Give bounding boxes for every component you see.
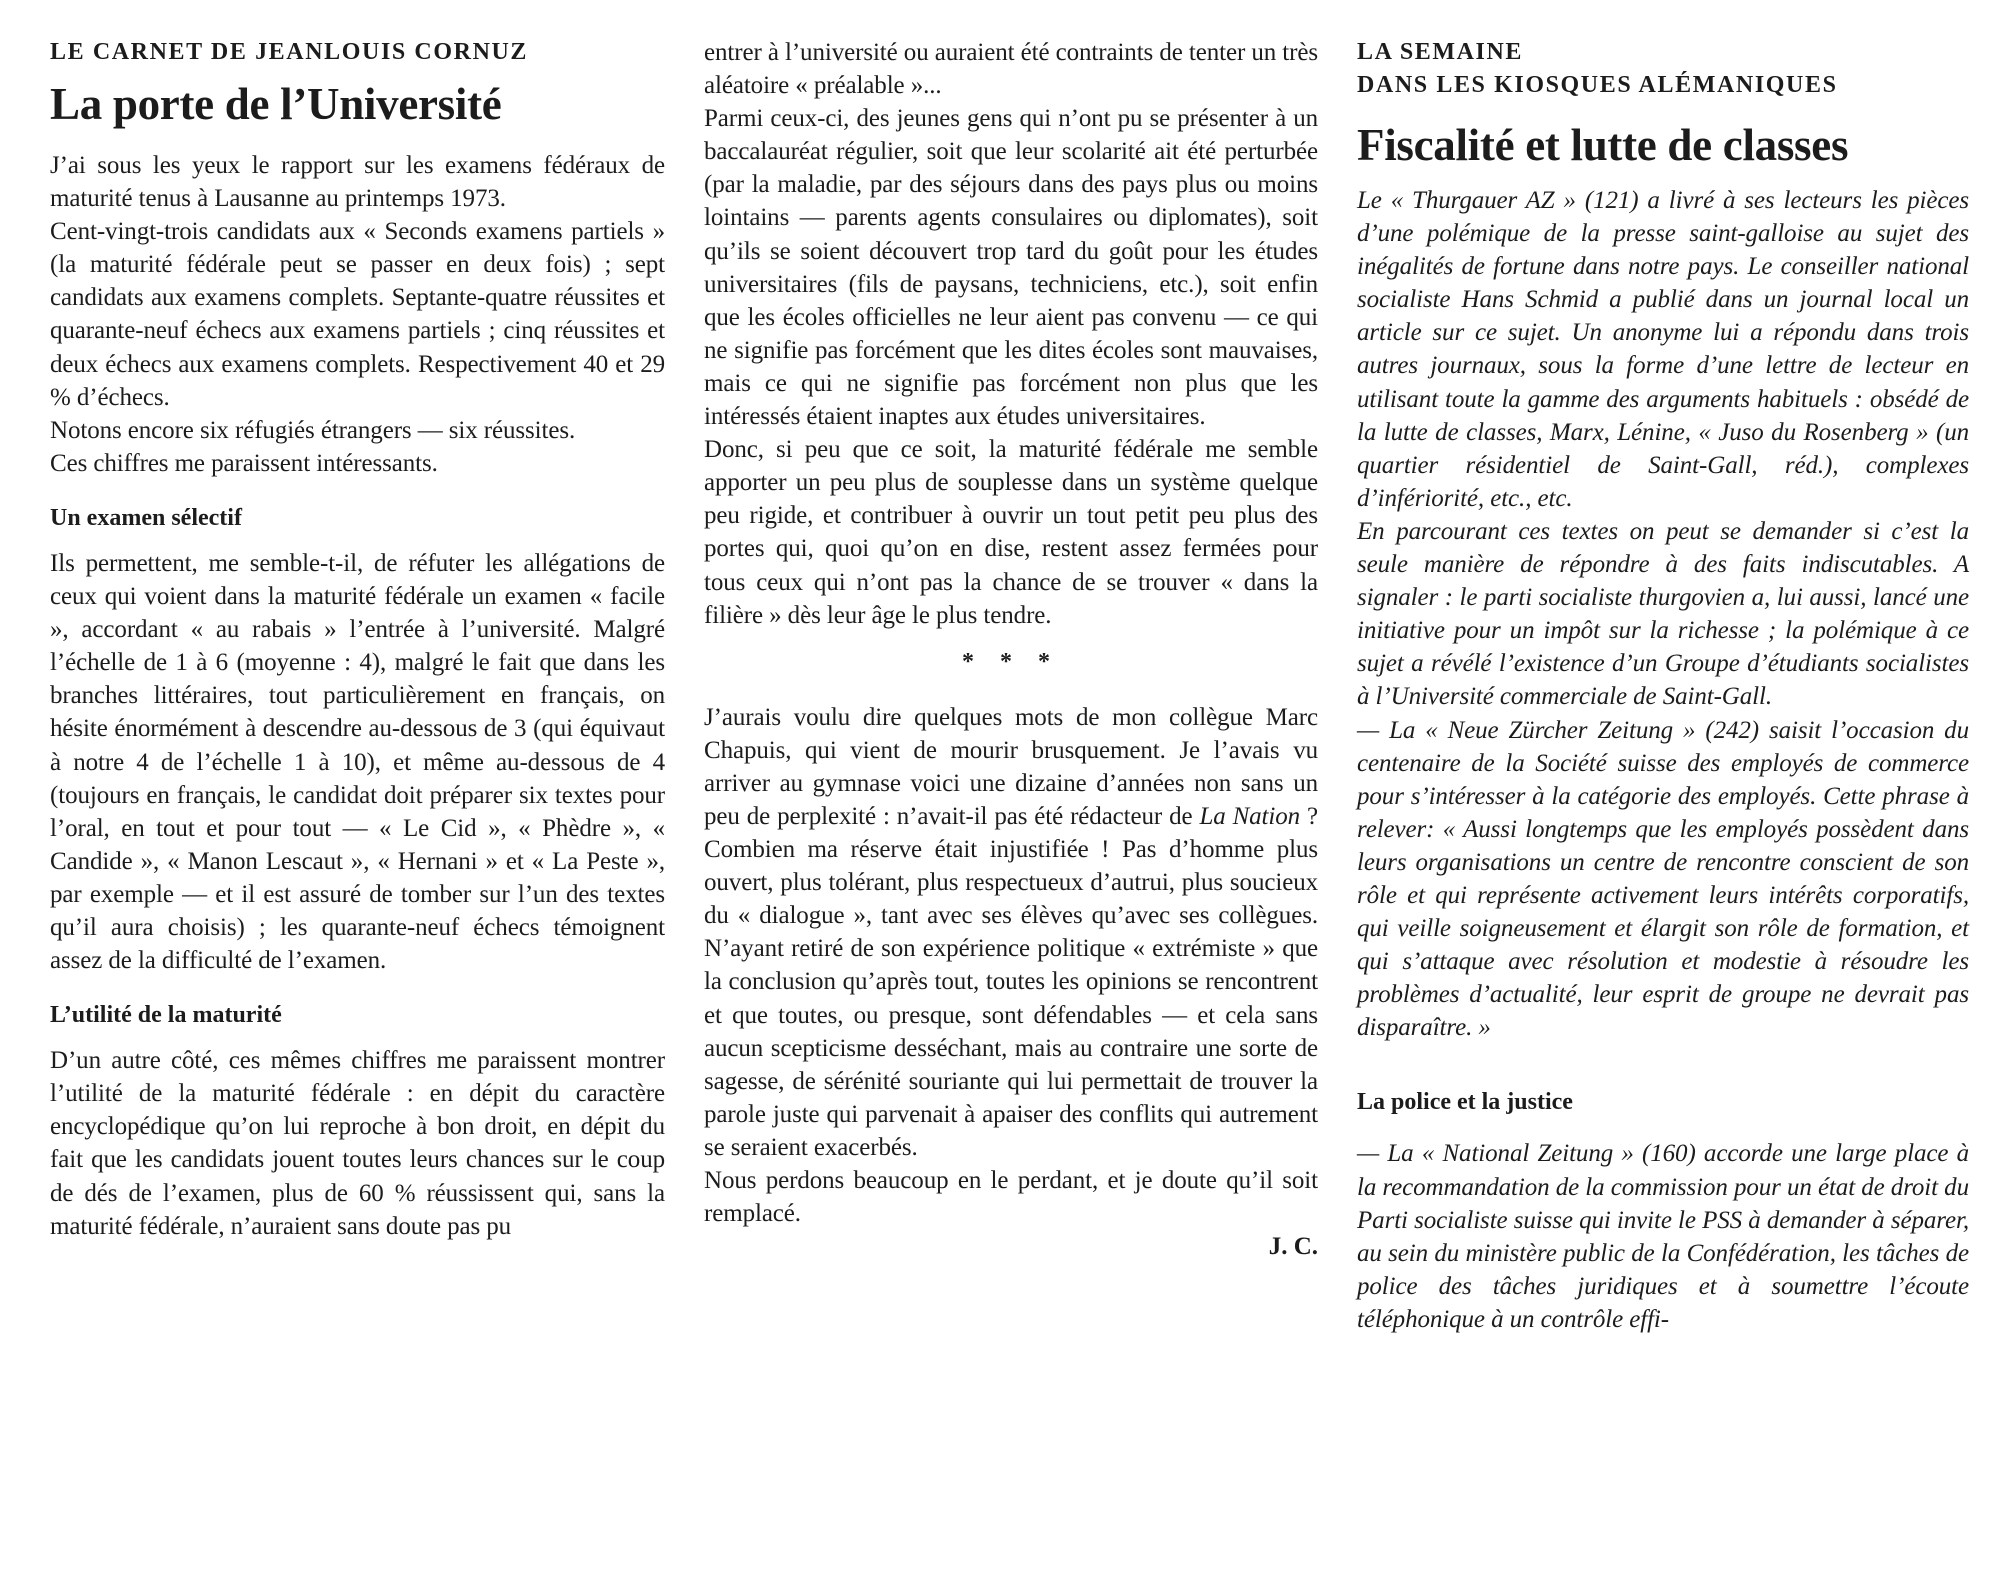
paragraph: Parmi ceux-ci, des jeunes gens qui n’ont pu se présenter à un baccalauréat régulier, soit que leur scolarité ait été perturbée (par la maladie, par des séjours dans des pays plus ou moins lointains — parents agents consulaires ou diplomates), soit qu’ils se soient découvert trop tard du goût pour les études universitaires (fils de paysans, techniciens, etc.), soit enfin que les écoles officielles ne leur aient pas convenu — ce qui ne signifie pas forcément que les dites écoles sont mauvaises, mais ce qui ne signifie pas forcément non plus que les intéressés étaient inaptes aux études universitaires. bbox=[704, 105, 1318, 431]
column-middle-article bbox=[704, 36, 1318, 1263]
paragraph: Cent-vingt-trois candidats aux « Seconds examens partiels » (la maturité fédérale peut se passer en deux fois) ; sept candidats aux examens complets. Septante-quatre réussites et quarante-neuf échecs aux examens partiels ; cinq réussites et deux échecs aux examens complets. Respectivement 40 et 29 % d’échecs. bbox=[50, 218, 665, 411]
section-separator: * * * bbox=[962, 648, 1060, 675]
paragraph: Notons encore six réfugiés étrangers — six réussites. bbox=[50, 416, 576, 444]
text-run: ? Combien ma réserve était injustifiée ! Pas d’homme plus ouvert, plus tolérant, plus respectueux d’autrui, plus soucieux du « dialogue », tant avec ses élèves qu’avec ses collègues. N’ayant retiré de son expérience politique « extrémiste » que la conclusion qu’après tout, toutes les opinions se rencontrent et que toutes, ou presque, sont défendables — et cela sans aucun scepticisme desséchant, mais au contraire une sorte de sagesse, de sérénité souriante qui lui permettait de trouver la parole juste qui parvenait à apaiser des conflits qui autrement se seraient exacerbés. bbox=[704, 802, 1318, 1161]
section-heading: La police et la justice bbox=[1357, 1089, 1573, 1116]
paragraph bbox=[704, 701, 1318, 1164]
column-rubric: LA SEMAINE bbox=[1357, 39, 1524, 65]
text-run: J’aurais voulu dire quelques mots de mon collègue Marc Chapuis, qui vient de mourir brusquement. Je l’avais vu arriver au gymnase voici une dizaine d’années non sans un peu de perplexité : n’avait-il pas été rédacteur de bbox=[704, 703, 1318, 830]
paragraph: Ils permettent, me semble-t-il, de réfuter les allégations de ceux qui voient dans la maturité fédérale un examen « facile », accordant « au rabais » l’entrée à l’université. Malgré l’échelle de 1 à 6 (moyenne : 4), malgré le fait que dans les branches littéraires, tout particulièrement en français, on hésite énormément à descendre au-dessous de 3 (qui équivaut à notre 4 de l’échelle 1 à 10), et même au-dessous de 4 (toujours en français, le candidat doit préparer six textes pour l’oral, en tout et pour tout — « Le Cid », « Phèdre », « Candide », « Manon Lescaut », « Hernani » et « La Peste », par exemple — et il est assuré de tomber sur l’un des textes qu’il aura choisis) ; les quarante-neuf échecs témoignent assez de la difficulté de l’examen. bbox=[50, 549, 665, 975]
column-left-article bbox=[50, 36, 665, 1243]
paragraph: Le « Thurgauer AZ » (121) a livré à ses lecteurs les pièces d’une polémique de la presse saint-galloise au sujet des inégalités de fortune dans notre pays. Le conseiller national socialiste Hans Schmid a publié dans un journal local un article sur ce sujet. Un anonyme lui a répondu dans trois autres journaux, sous la forme d’une lettre de lecteur en utilisant toute la gamme des arguments habituels : obsédé de la lutte de classes, Marx, Lénine, « Juso du Rosenberg » (un quartier résidentiel de Saint-Gall, réd.), complexes d’infériorité, etc., etc. bbox=[1357, 187, 1969, 512]
section-heading: L’utilité de la maturité bbox=[50, 1002, 282, 1029]
column-right-article bbox=[1357, 36, 1969, 1336]
author-signature: J. C. bbox=[1268, 1233, 1318, 1261]
article-title: La porte de l’Université bbox=[50, 79, 502, 129]
paragraph: Donc, si peu que ce soit, la maturité fédérale me semble apporter un peu plus de souplesse dans un système quelque peu rigide, et contribuer à ouvrir un tout petit peu plus des portes qui, quoi qu’on en dise, restent assez fermées pour tous ceux qui n’ont pas la chance de se trouver « dans la filière » dès leur âge le plus tendre. bbox=[704, 436, 1318, 629]
article-title: Fiscalité et lutte de classes bbox=[1357, 120, 1849, 170]
paragraph: J’ai sous les yeux le rapport sur les examens fédéraux de maturité tenus à Lausanne au printemps 1973. bbox=[50, 152, 665, 213]
paragraph: entrer à l’université ou auraient été contraints de tenter un très aléatoire « préalable »... bbox=[704, 39, 1318, 100]
paragraph: Ces chiffres me paraissent intéressants. bbox=[50, 449, 438, 477]
paragraph: D’un autre côté, ces mêmes chiffres me paraissent montrer l’utilité de la maturité fédérale : en dépit du caractère encyclopédique qu’on lui reproche à bon droit, en dépit du fait que les candidats jouent toutes leurs chances sur le coup de dés de l’examen, plus de 60 % réussissent qui, sans la maturité fédérale, n’auraient sans doute pas pu bbox=[50, 1047, 665, 1240]
column-rubric: LE CARNET DE JEANLOUIS CORNUZ bbox=[50, 39, 529, 65]
paragraph: — La « Neue Zürcher Zeitung » (242) saisit l’occasion du centenaire de la Société suisse des employés de commerce pour s’intéresser à la catégorie des employés. Cette phrase à relever: « Aussi longtemps que les employés possèdent dans leurs organisations un centre de rencontre conscient de son rôle et qui représente activement leurs intérêts corporatifs, qui veille soigneusement et élargit son rôle de formation, et qui s’attaque avec résolution et modestie à résoudre les problèmes d’actualité, leur esprit de groupe ne devrait pas disparaître. » bbox=[1357, 716, 1969, 1042]
paragraph: — La « National Zeitung » (160) accorde une large place à la recommandation de la commission pour un état de droit du Parti socialiste suisse qui invite le PSS à demander à séparer, au sein du ministère public de la Confédération, les tâches de police des tâches juridiques et à soumettre l’écoute téléphonique à un contrôle effi- bbox=[1357, 1140, 1969, 1333]
paragraph: Nous perdons beaucoup en le perdant, et je doute qu’il soit remplacé. bbox=[704, 1167, 1318, 1228]
paragraph: En parcourant ces textes on peut se demander si c’est la seule manière de répondre à des faits indiscutables. A signaler : le parti socialiste thurgovien a, lui aussi, lancé une initiative pour un impôt sur la richesse ; la polémique à ce sujet a révélé l’existence d’un Groupe d’étudiants socialistes à l’Université commerciale de Saint-Gall. bbox=[1357, 517, 1969, 711]
column-rubric: DANS LES KIOSQUES ALÉMANIQUES bbox=[1357, 72, 1838, 98]
section-heading: Un examen sélectif bbox=[50, 504, 242, 531]
publication-title: La Nation bbox=[1199, 802, 1301, 830]
